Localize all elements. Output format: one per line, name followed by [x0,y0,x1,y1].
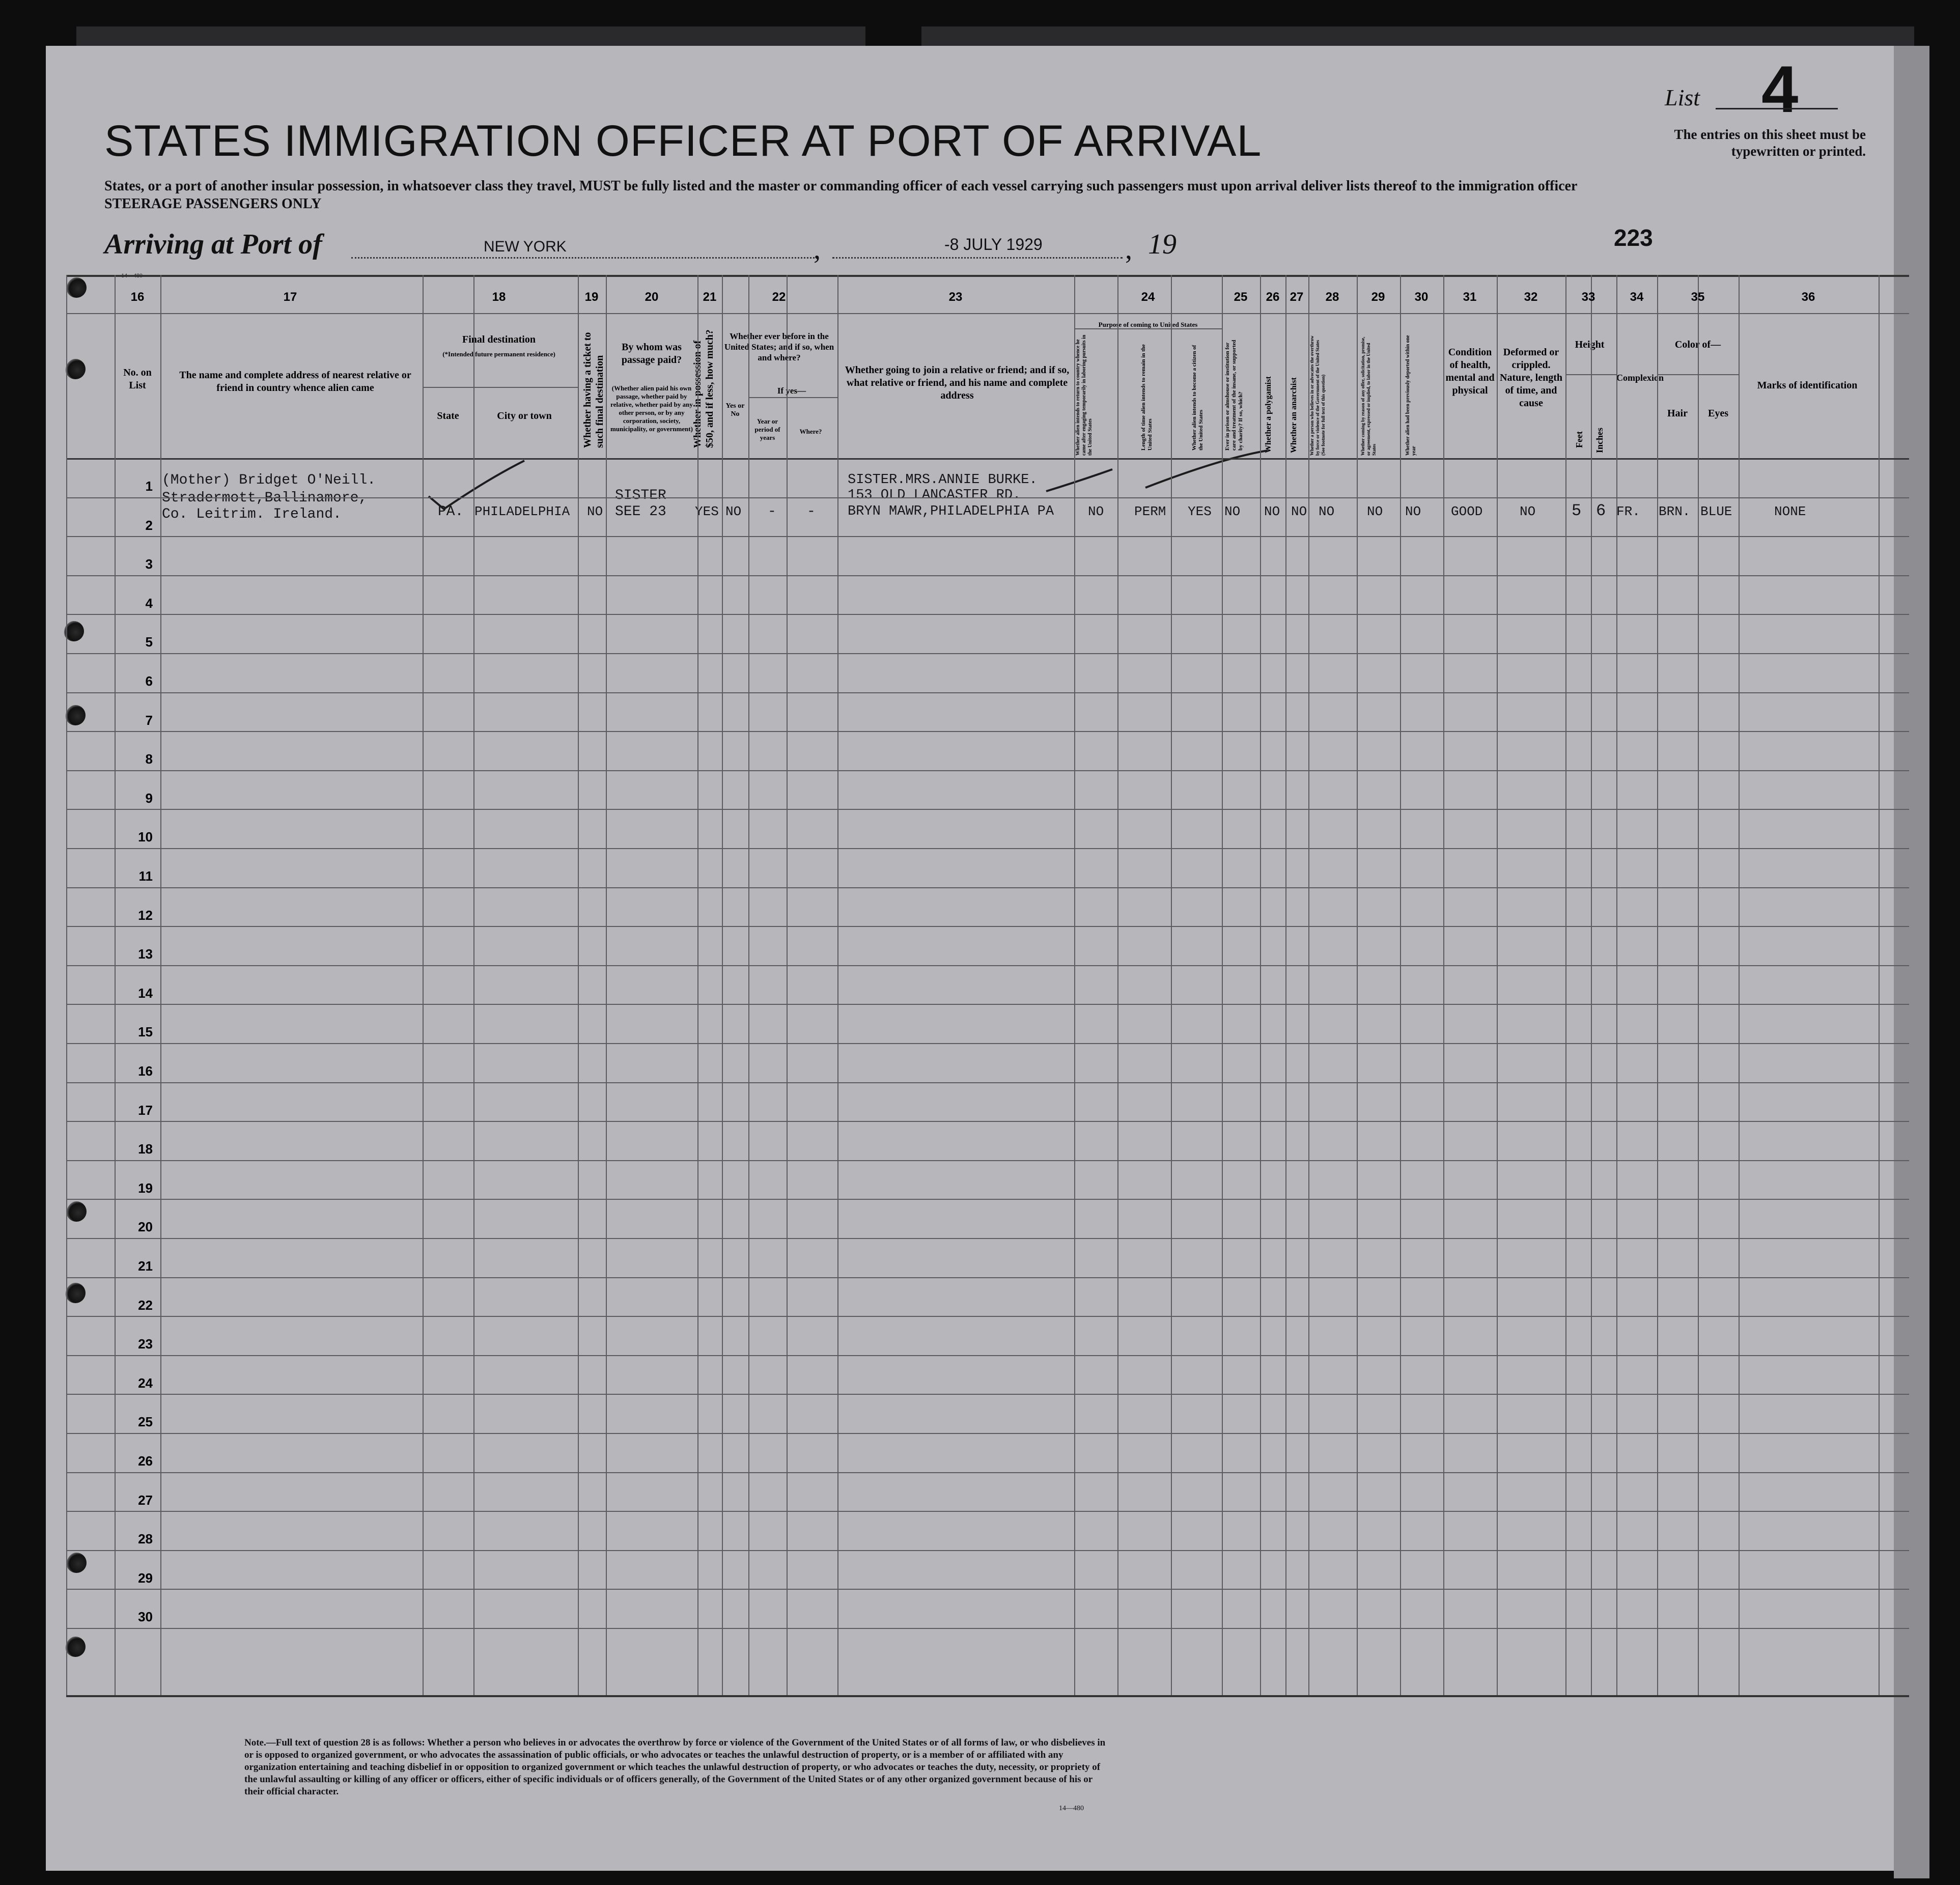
column-rule [1117,275,1118,1695]
feet-value: 5 [1572,501,1582,520]
list-number: 4 [1761,52,1799,126]
before-us-value: NO [725,504,742,519]
column-rule [1308,275,1309,1695]
passage-line2: SEE 23 [615,504,666,520]
row-rule [66,1043,1909,1044]
column-rule [66,275,67,1695]
header-complexion: Complexion [1616,373,1664,383]
column-rule [578,275,579,1695]
row-rule [66,1394,1909,1395]
column-number: 35 [1691,290,1705,304]
row-rule [66,1238,1909,1239]
header-ticket: Whether having a ticket to such final destination [582,332,605,448]
row-number: 3 [145,556,153,572]
table-top-rule [66,275,1909,277]
header-return-country: Whether alien intends to return to country whence he came after engaging temporarily in laboring pursuits in the United States [1075,334,1093,456]
column-number: 26 [1266,290,1280,304]
list-label: List [1665,85,1700,110]
row-rule [66,770,1909,771]
subheader-rule [1565,374,1616,375]
column-rule [160,275,161,1695]
header-joining: Whether going to join a relative or friend; and if so, what relative or friend, and his name and complete address [845,364,1070,401]
comma: , [814,234,821,265]
row-rule [66,536,1909,537]
row-number: 30 [138,1609,153,1624]
deformed-value: NO [1520,504,1536,519]
column-number: 18 [492,290,506,304]
row-number: 2 [145,518,153,533]
row-number: 17 [138,1103,153,1118]
column-number: 36 [1801,290,1815,304]
row-number: 19 [138,1180,153,1196]
offer-value: NO [1367,504,1383,519]
inches-value: 6 [1596,501,1606,520]
column-number: 20 [645,290,659,304]
arriving-label: Arriving at Port of [104,229,322,260]
column-number: 25 [1234,290,1248,304]
serial-number: 223 [1614,224,1653,251]
header-overthrow: Whether a person who believes in or advocates the overthrow by force or violence of the Government of the United States (See footnote for full text of this question) [1309,335,1326,456]
header-eyes: Eyes [1708,408,1728,419]
joining-line2: 153 OLD LANCASTER RD. [848,488,1021,503]
column-number: 30 [1414,290,1429,304]
joining-line1: SISTER.MRS.ANNIE BURKE. [848,472,1038,488]
passage-line1: SISTER [615,488,666,503]
prison-value: NO [1224,504,1241,519]
eyes-value: BLUE [1700,504,1732,519]
subheader-rule [423,387,578,388]
row-rule [66,887,1909,888]
header-inches: Inches [1594,427,1605,453]
row-number: 6 [145,673,153,689]
row-number: 16 [138,1063,153,1079]
row-rule [66,1589,1909,1590]
header-purpose: Purpose of coming to United States [1098,321,1198,328]
column-number: 22 [772,290,786,304]
header-year: Year or period of years [754,417,780,441]
row-number: 7 [145,713,153,728]
row-rule [66,1082,1909,1083]
port-value: NEW YORK [484,238,567,255]
form-code-top: 14—480 [121,272,143,279]
row-number: 4 [145,596,153,611]
row-rule [66,926,1909,927]
column-rule [1616,275,1617,1695]
column-number: 34 [1630,290,1644,304]
row-rule [66,1511,1909,1512]
check-mark [1145,451,1268,488]
column-rule [606,275,607,1695]
relative-line1: (Mother) Bridget O'Neill. [162,472,376,488]
marks-value: NONE [1774,504,1806,519]
header-marks: Marks of identification [1757,380,1858,391]
row-rule [66,1121,1909,1122]
health-value: GOOD [1451,504,1483,519]
column-number: 17 [283,290,297,304]
header-deported: Whether alien had been previously deported within one year [1405,335,1417,456]
column-number: 31 [1463,290,1477,304]
header-polygamist: Whether a polygamist [1264,376,1273,453]
column-rule [748,275,749,1695]
column-rule [1171,275,1172,1695]
row-rule [66,848,1909,849]
return-value: NO [1088,504,1104,519]
row-number: 20 [138,1219,153,1234]
row-number: 12 [138,908,153,923]
row-rule [66,1160,1909,1161]
row-rule [66,1277,1909,1278]
header-color-of: Color of— [1674,339,1721,350]
column-number: 29 [1371,290,1385,304]
column-rule [1443,275,1444,1695]
row-number: 9 [145,791,153,806]
row-rule [66,809,1909,810]
row-rule [66,614,1909,615]
column-number: 28 [1325,290,1339,304]
row-number: 24 [138,1375,153,1391]
row-number: 10 [138,829,153,845]
before-where-value: - [807,504,816,520]
hair-value: BRN. [1659,504,1691,519]
header-final-destination: Final destination [462,334,536,345]
row-number: 28 [138,1531,153,1546]
column-rule [115,275,116,1695]
column-rule [1591,275,1592,1695]
column-rule [1739,275,1740,1695]
row-rule [66,965,1909,966]
header-relative-address: The name and complete address of nearest relative or friend in country whence alien came [179,370,411,393]
header-prison: Ever in prison or almshouse or institution for care and treatment of the insane, or supported by charity? If so, which? [1224,340,1244,451]
column-rule [1074,275,1075,1695]
row-rule [66,1199,1909,1200]
row-number: 29 [138,1570,153,1586]
header-money: Whether in possession of $50, and if less, how much? [692,329,715,448]
column-rule [1400,275,1401,1695]
row-rule [66,1316,1909,1317]
header-citizen: Whether alien intends to become a citizen of the United States [1191,345,1204,451]
header-before-us: Whether ever before in the United States; and if so, when and where? [724,331,834,362]
column-rule [423,275,424,1695]
row-number: 15 [138,1024,153,1039]
row-number: 13 [138,946,153,962]
row-rule [66,1550,1909,1551]
row-rule [66,1355,1909,1356]
row-number: 21 [138,1258,153,1274]
column-number: 21 [703,290,717,304]
header-no-on-list: No. on List [123,367,152,391]
header-yes-no: Yes or No [725,402,745,418]
row-rule [66,731,1909,732]
column-rule [787,275,788,1695]
before-year-value: - [768,504,776,520]
page-title: STATES IMMIGRATION OFFICER AT PORT OF ARRIVAL [104,117,1262,165]
column-rule [722,275,723,1695]
typewritten-note: The entries on this sheet must be typewritten or printed. [1674,127,1866,159]
header-final-destination-note: (*Intended future permanent residence) [442,350,555,358]
column-number: 24 [1141,290,1155,304]
polygamist-value: NO [1264,504,1280,519]
table-bottom-rule [66,1695,1909,1697]
row-number: 22 [138,1298,153,1313]
comma: , [1125,234,1132,265]
column-number: 33 [1581,290,1595,304]
subheader-rule [1657,374,1739,375]
row-rule [66,653,1909,654]
row-rule [66,1004,1909,1005]
column-rule [837,275,838,1695]
row-number: 26 [138,1453,153,1469]
deported-value: NO [1405,504,1421,519]
row-rule [66,1433,1909,1434]
header-city: City or town [497,410,552,421]
column-rule [697,275,698,1695]
header-length-stay: Length of time alien intends to remain in the United States [1140,344,1153,451]
column-rule [1260,275,1261,1695]
column-rule [1698,275,1699,1695]
column-number: 19 [584,290,599,304]
header-where: Where? [799,428,822,435]
overthrow-value: NO [1319,504,1335,519]
header-passage-note: (Whether alien paid his own passage, whether paid by relative, whether paid by any other person, or by any corporation, society, municipality, or government) [610,384,693,433]
row-number: 18 [138,1141,153,1157]
row-rule [66,1472,1909,1473]
header-offer: Whether coming by reason of any offer, solicitation, promise, or agreement, expressed or implied, to labor in the United States [1360,336,1377,456]
complexion-value: FR. [1616,504,1640,519]
header-state: State [437,410,459,421]
row-rule [66,575,1909,576]
row-number: 8 [145,751,153,767]
column-rule [1879,275,1880,1695]
ticket-value: NO [587,504,603,519]
check-mark [429,461,524,509]
dest-state: PA. [438,504,464,520]
header-feet: Feet [1574,431,1584,448]
header-health: Condition of health, mental and physical [1445,347,1495,396]
row-number: 1 [145,479,153,494]
row-number: 23 [138,1336,153,1352]
header-deformed: Deformed or crippled. Nature, length of time, and cause [1500,347,1562,409]
column-number: 16 [130,290,145,304]
header-height: Height [1575,339,1605,350]
column-number: 32 [1524,290,1538,304]
length-stay-value: PERM [1134,504,1166,519]
column-number-rule [66,313,1909,314]
column-rule [1657,275,1658,1695]
row-rule [66,1628,1909,1629]
header-anarchist: Whether an anarchist [1290,377,1298,453]
column-rule [473,275,474,1695]
joining-line3: BRYN MAWR,PHILADELPHIA PA [848,504,1054,519]
citizen-value: YES [1188,504,1212,519]
anarchist-value: NO [1291,504,1307,519]
relative-line2: Stradermott,Ballinamore, [162,490,368,506]
subtitle-line1: States, or a port of another insular possession, in whatsoever class they travel, MUST be fully listed and the master or commanding officer of each vessel carrying such passengers must upon arrival deliver lists thereof to the immigration officer [104,178,1578,194]
year-prefix: 19 [1148,229,1177,260]
row-number: 5 [145,634,153,650]
header-passage-paid: By whom was passage paid? [621,342,682,365]
header-bottom-rule [66,458,1909,460]
row-rule [66,692,1909,693]
date-value: -8 JULY 1929 [944,235,1043,254]
header-if-yes: If yes— [777,386,806,396]
money-value: YES [695,504,719,519]
subheader-rule [748,397,837,398]
subtitle-line2: STEERAGE PASSENGERS ONLY [104,196,322,212]
footnote: Note.—Full text of question 28 is as follows: Whether a person who believes in or advocates the overthrow by force or violence of the Government of the United States or of all forms of law, or who disbelieves in or is opposed to organized government, or who advocates the assassination of public officials, or who advocates or teaches the unlawful destruction of property, or is a member of or affiliated with any organization entertaining and teaching disbelief in or opposition to organized government or which teaches the unlawful destruction of property, or who advocates or teaches the duty, necessity, or propriety of the unlawful assaulting or killing of any officer or officers, either of specific individuals or of officers generally, of the Government of the United States or of any other organized government because of his or their official character. [244,1737,1106,1797]
form-code: 14—480 [1059,1805,1084,1812]
row-number: 25 [138,1414,153,1429]
column-rule [1285,275,1286,1695]
dest-city: PHILADELPHIA [474,504,570,519]
header-hair: Hair [1667,408,1688,419]
row-rule [66,497,1909,498]
row-number: 11 [138,868,153,884]
column-number: 27 [1290,290,1304,304]
row-number: 27 [138,1493,153,1508]
column-rule [1357,275,1358,1695]
row-number: 14 [138,986,153,1001]
subheader-rule [1074,328,1222,329]
column-number: 23 [948,290,963,304]
column-rule [1565,275,1566,1695]
relative-line3: Co. Leitrim. Ireland. [162,507,342,522]
column-rule [1222,275,1223,1695]
column-rule [1497,275,1498,1695]
check-mark [1046,469,1112,491]
